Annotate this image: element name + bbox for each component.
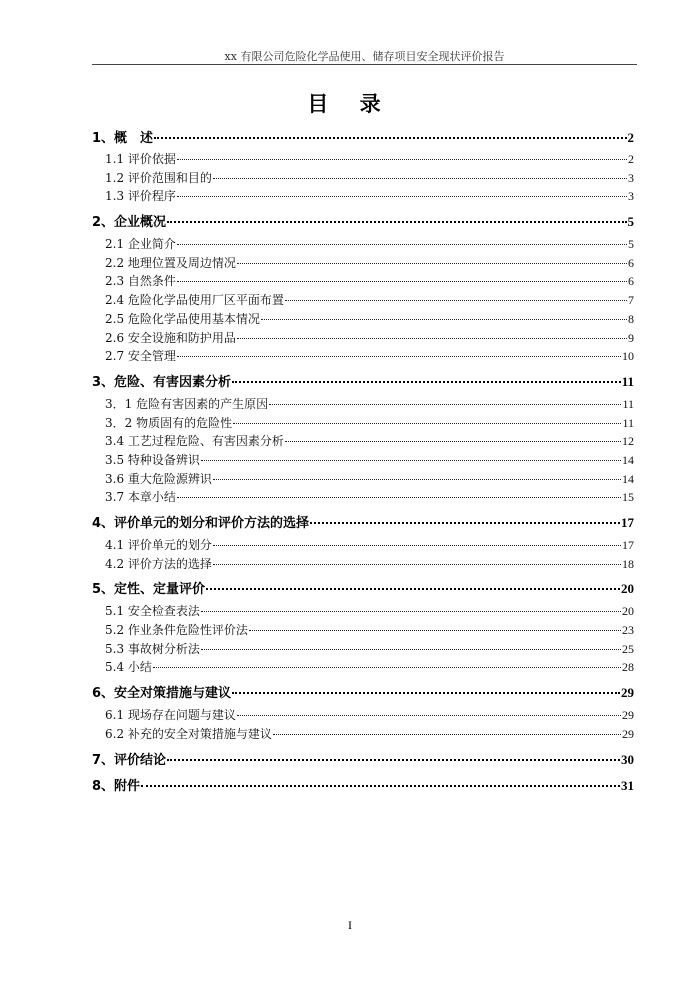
toc-section-label: 7、评价结论 bbox=[92, 752, 167, 768]
toc-entry-label: 2.2 地理位置及周边情况 bbox=[105, 255, 236, 270]
leader-dots bbox=[232, 692, 620, 694]
toc-section-5[interactable] bbox=[92, 576, 634, 602]
toc-entry-label: 1.2 评价范围和目的 bbox=[105, 170, 212, 185]
toc-entry-page: 17 bbox=[622, 538, 634, 552]
toc-section-label: 1、概 述 bbox=[92, 131, 154, 146]
toc-entry-label: 2.4 危险化学品使用厂区平面布置 bbox=[105, 293, 284, 308]
toc-section-1[interactable] bbox=[92, 126, 634, 150]
leader-dots bbox=[310, 522, 620, 524]
toc-entry-page: 6 bbox=[628, 274, 634, 289]
leader-dots bbox=[153, 667, 621, 668]
toc-section-4[interactable] bbox=[92, 510, 634, 536]
toc-entry-label: 3.5 特种设备辨识 bbox=[105, 452, 200, 467]
toc-entry-page: 12 bbox=[622, 434, 634, 449]
leader-dots bbox=[154, 137, 626, 139]
toc-entry-label: 2.5 危险化学品使用基本情况 bbox=[105, 311, 260, 326]
toc-entry-label: 1.3 评价程序 bbox=[105, 189, 176, 204]
toc-entry-page: 25 bbox=[622, 641, 634, 656]
toc-section-page: 17 bbox=[621, 515, 634, 530]
leader-dots bbox=[177, 196, 627, 197]
toc-section-page: 30 bbox=[621, 751, 634, 767]
leader-dots bbox=[177, 281, 627, 282]
toc-entry-label: 2.6 安全设施和防护用品 bbox=[105, 330, 236, 345]
toc-section-page: 29 bbox=[621, 685, 634, 701]
toc-entry-page: 29 bbox=[622, 726, 634, 741]
toc-section-label: 6、安全对策措施与建议 bbox=[92, 686, 232, 702]
toc-entry-3-3[interactable] bbox=[92, 432, 634, 451]
leader-dots bbox=[285, 441, 621, 442]
toc-entry-label: 5.3 事故树分析法 bbox=[105, 641, 200, 656]
toc-entry-label: 3．2 物质固有的危险性 bbox=[105, 415, 233, 430]
leader-dots bbox=[237, 263, 627, 264]
leader-dots bbox=[177, 244, 627, 245]
toc-entry-page: 28 bbox=[622, 660, 634, 675]
leader-dots bbox=[177, 159, 627, 160]
toc-entry-page: 20 bbox=[622, 604, 634, 619]
leader-dots bbox=[167, 759, 620, 761]
toc-entry-2-1[interactable] bbox=[92, 235, 634, 254]
toc-entry-4-2[interactable] bbox=[92, 555, 634, 574]
leader-dots bbox=[213, 479, 621, 480]
toc-entry-1-1[interactable] bbox=[92, 150, 634, 169]
toc-entry-label: 2.1 企业简介 bbox=[105, 237, 176, 252]
leader-dots bbox=[285, 300, 627, 301]
toc-entry-page: 6 bbox=[628, 255, 634, 270]
toc-entry-2-5[interactable] bbox=[92, 310, 634, 329]
leader-dots bbox=[141, 785, 620, 787]
page-title: 目 录 bbox=[307, 92, 393, 116]
toc-section-label: 3、危险、有害因素分析 bbox=[92, 374, 232, 390]
toc-section-3[interactable] bbox=[92, 369, 634, 395]
toc-entry-page: 2 bbox=[628, 152, 634, 166]
toc-section-6[interactable] bbox=[92, 680, 634, 706]
toc-entry-page: 5 bbox=[628, 237, 634, 252]
toc-entry-2-7[interactable] bbox=[92, 347, 634, 366]
leader-dots bbox=[201, 460, 621, 461]
toc-entry-label: 3．1 危险有害因素的产生原因 bbox=[105, 396, 269, 411]
toc-entry-label: 2.3 自然条件 bbox=[105, 274, 176, 289]
leader-dots bbox=[206, 588, 620, 590]
toc-section-page: 11 bbox=[621, 373, 634, 389]
toc-entry-5-4[interactable] bbox=[92, 658, 634, 677]
toc-entry-label: 4.2 评价方法的选择 bbox=[105, 556, 212, 571]
page-number: I bbox=[348, 918, 352, 932]
toc-entry-page: 11 bbox=[622, 415, 634, 430]
toc-entry-label: 3.4 工艺过程危险、有害因素分析 bbox=[105, 434, 284, 449]
toc-entry-label: 1.1 评价依据 bbox=[105, 152, 176, 166]
toc-section-2[interactable] bbox=[92, 209, 634, 235]
toc-entry-label: 3.7 本章小结 bbox=[105, 490, 176, 505]
toc-entry-2-4[interactable] bbox=[92, 291, 634, 310]
toc-entry-label: 6.2 补充的安全对策措施与建议 bbox=[105, 726, 272, 741]
toc-entry-page: 8 bbox=[628, 311, 634, 326]
toc-entry-5-1[interactable] bbox=[92, 602, 634, 621]
toc-section-7[interactable] bbox=[92, 747, 634, 773]
toc-entry-page: 15 bbox=[622, 490, 634, 505]
toc-entry-4-1[interactable] bbox=[92, 536, 634, 555]
leader-dots bbox=[261, 319, 627, 320]
leader-dots bbox=[237, 715, 621, 716]
toc-entry-page: 11 bbox=[622, 396, 634, 411]
leader-dots bbox=[201, 649, 621, 650]
toc-entry-3-6[interactable] bbox=[92, 488, 634, 507]
toc-entry-label: 6.1 现场存在问题与建议 bbox=[105, 708, 236, 723]
leader-dots bbox=[233, 423, 621, 424]
running-header: xx 有限公司危险化学品使用、储存项目安全现状评价报告 bbox=[224, 50, 505, 63]
leader-dots bbox=[249, 630, 621, 631]
toc-entry-page: 18 bbox=[622, 556, 634, 571]
toc-section-page: 20 bbox=[621, 581, 634, 597]
toc-entry-label: 3.6 重大危险源辨识 bbox=[105, 471, 212, 486]
toc-entry-page: 29 bbox=[622, 708, 634, 723]
leader-dots bbox=[177, 356, 621, 357]
toc-section-page: 2 bbox=[627, 130, 634, 145]
toc-entry-5-2[interactable] bbox=[92, 621, 634, 640]
toc-section-page: 31 bbox=[621, 777, 634, 793]
leader-dots bbox=[167, 221, 626, 223]
toc-entry-page: 7 bbox=[628, 293, 634, 308]
toc-entry-3-5[interactable] bbox=[92, 470, 634, 489]
toc-section-label: 2、企业概况 bbox=[92, 215, 167, 231]
toc-entry-label: 5.2 作业条件危险性评价法 bbox=[105, 623, 248, 638]
toc-entry-label: 5.1 安全检查表法 bbox=[105, 604, 200, 619]
toc-entry-page: 3 bbox=[628, 170, 634, 185]
toc-entry-page: 14 bbox=[622, 452, 634, 467]
toc-section-page: 5 bbox=[627, 214, 634, 230]
toc-entry-label: 5.4 小结 bbox=[105, 660, 152, 675]
toc-entry-6-1[interactable] bbox=[92, 706, 634, 725]
toc-entry-2-6[interactable] bbox=[92, 329, 634, 348]
table-of-contents bbox=[92, 126, 634, 799]
toc-entry-page: 23 bbox=[622, 623, 634, 638]
header-rule bbox=[92, 64, 637, 65]
toc-entry-6-2[interactable] bbox=[92, 725, 634, 744]
leader-dots bbox=[177, 497, 621, 498]
toc-entry-3-1[interactable] bbox=[92, 395, 634, 414]
toc-section-label: 8、附件 bbox=[92, 778, 141, 794]
leader-dots bbox=[201, 611, 621, 612]
toc-entry-3-2[interactable] bbox=[92, 414, 634, 433]
leader-dots bbox=[213, 178, 627, 179]
toc-entry-2-2[interactable] bbox=[92, 254, 634, 273]
toc-section-label: 5、定性、定量评价 bbox=[92, 582, 206, 598]
toc-entry-label: 2.7 安全管理 bbox=[105, 349, 176, 364]
toc-entry-page: 14 bbox=[622, 471, 634, 486]
toc-entry-page: 9 bbox=[628, 330, 634, 345]
toc-entry-5-3[interactable] bbox=[92, 640, 634, 659]
leader-dots bbox=[273, 734, 621, 735]
leader-dots bbox=[213, 545, 621, 546]
toc-entry-page: 10 bbox=[622, 349, 634, 364]
toc-entry-page: 3 bbox=[628, 189, 634, 204]
leader-dots bbox=[232, 381, 621, 383]
leader-dots bbox=[269, 404, 621, 405]
leader-dots bbox=[237, 338, 627, 339]
toc-entry-3-4[interactable] bbox=[92, 451, 634, 470]
toc-entry-1-3[interactable] bbox=[92, 187, 634, 206]
toc-entry-2-3[interactable] bbox=[92, 272, 634, 291]
toc-section-8[interactable] bbox=[92, 773, 634, 799]
toc-entry-label: 4.1 评价单元的划分 bbox=[105, 538, 212, 552]
toc-section-label: 4、评价单元的划分和评价方法的选择 bbox=[92, 516, 310, 531]
toc-entry-1-2[interactable] bbox=[92, 169, 634, 188]
leader-dots bbox=[213, 564, 621, 565]
